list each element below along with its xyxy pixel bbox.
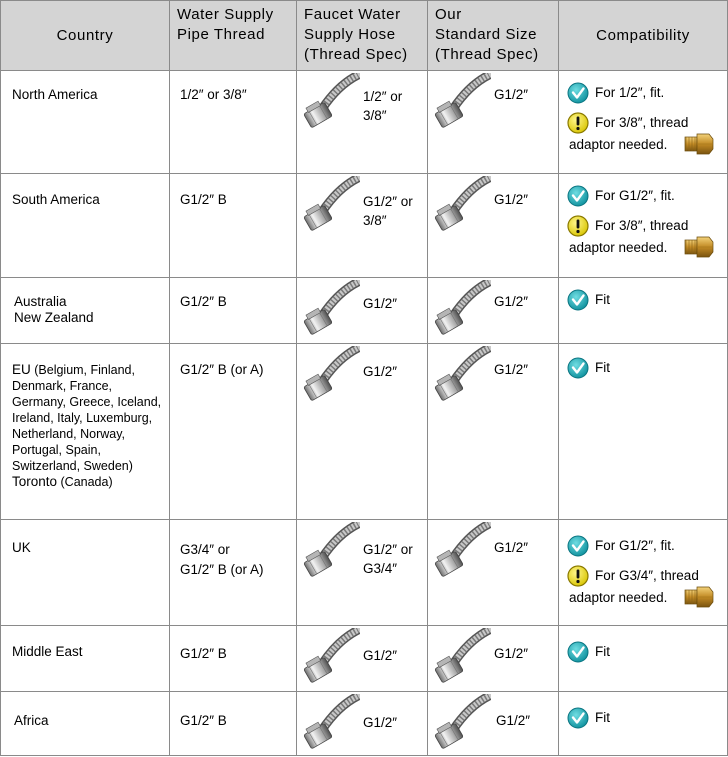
table-row [1,520,728,626]
warning-circle-icon [567,565,589,587]
check-circle-icon [567,641,589,663]
table-row [1,692,728,756]
pipe-cell: G1/2″ B [170,278,297,344]
table-row [1,626,728,692]
pipe-cell: G1/2″ B [170,692,297,756]
compat-cell: Fit [559,626,728,692]
pipe-cell: G1/2″ B (or A) [170,344,297,520]
brass-adaptor-icon [683,131,715,157]
check-circle-icon [567,289,589,311]
pipe-cell: G3/4″ or G1/2″ B (or A) [170,520,297,626]
braided-hose-icon [302,73,360,129]
braided-hose-icon [433,280,491,336]
standard-cell: G1/2″ [428,626,559,692]
check-circle-icon [567,357,589,379]
header-standard-size: Our Standard Size (Thread Spec) [428,1,559,71]
check-circle-icon [567,707,589,729]
warning-circle-icon [567,215,589,237]
braided-hose-icon [302,522,360,578]
hose-cell: G1/2″ [297,344,428,520]
check-circle-icon [567,185,589,207]
braided-hose-icon [302,346,360,402]
country-cell: EU (Belgium, Finland, Denmark, France, Germany, Greece, Iceland, Ireland, Italy, Luxemburg, Netherland, Norway, Portugal, Spain, Switzerland, Sweden) Toronto (Canada) [1,344,170,520]
braided-hose-icon [433,176,491,232]
table-row [1,278,728,344]
country-toronto: Toronto [12,474,58,489]
header-country: Country [1,1,170,71]
country-cell: UK [1,520,170,626]
pipe-cell: 1/2″ or 3/8″ [170,71,297,174]
table-row [1,344,728,520]
warning-circle-icon [567,112,589,134]
standard-cell: G1/2″ [428,71,559,174]
compat-cell: Fit [559,344,728,520]
country-cell: Middle East [1,626,170,692]
braided-hose-icon [433,522,491,578]
compat-cell: For G1/2″, fit. For G3/4″, thread adaptor needed. [559,520,728,626]
braided-hose-icon [302,176,360,232]
braided-hose-icon [302,280,360,336]
hose-cell: G1/2″ or G3/4″ [297,520,428,626]
braided-hose-icon [302,694,360,750]
compat-cell: For 1/2″, fit. For 3/8″, thread adaptor needed. [559,71,728,174]
header-pipe-thread: Water Supply Pipe Thread [170,1,297,71]
country-cell: South America [1,174,170,278]
brass-adaptor-icon [683,584,715,610]
hose-cell: 1/2″ or 3/8″ [297,71,428,174]
check-circle-icon [567,82,589,104]
country-cell: Africa [1,692,170,756]
table-row [1,174,728,278]
table-row [1,71,728,174]
hose-cell: G1/2″ [297,278,428,344]
compat-cell: Fit [559,692,728,756]
compat-cell: Fit [559,278,728,344]
braided-hose-icon [433,694,491,750]
hose-cell: G1/2″ [297,692,428,756]
standard-cell: G1/2″ [428,278,559,344]
check-circle-icon [567,535,589,557]
braided-hose-icon [433,628,491,684]
compat-cell: For G1/2″, fit. For 3/8″, thread adaptor needed. [559,174,728,278]
country-cell: North America [1,71,170,174]
standard-cell: G1/2″ [428,692,559,756]
header-row [1,1,728,71]
country-eu: EU [12,362,31,377]
braided-hose-icon [433,73,491,129]
country-cell: Australia New Zealand [1,278,170,344]
header-compatibility: Compatibility [559,1,728,71]
brass-adaptor-icon [683,234,715,260]
hose-cell: G1/2″ or 3/8″ [297,174,428,278]
standard-cell: G1/2″ [428,344,559,520]
braided-hose-icon [302,628,360,684]
standard-cell: G1/2″ [428,520,559,626]
hose-cell: G1/2″ [297,626,428,692]
header-hose-thread: Faucet Water Supply Hose (Thread Spec) [297,1,428,71]
pipe-cell: G1/2″ B [170,626,297,692]
standard-cell: G1/2″ [428,174,559,278]
pipe-cell: G1/2″ B [170,174,297,278]
braided-hose-icon [433,346,491,402]
